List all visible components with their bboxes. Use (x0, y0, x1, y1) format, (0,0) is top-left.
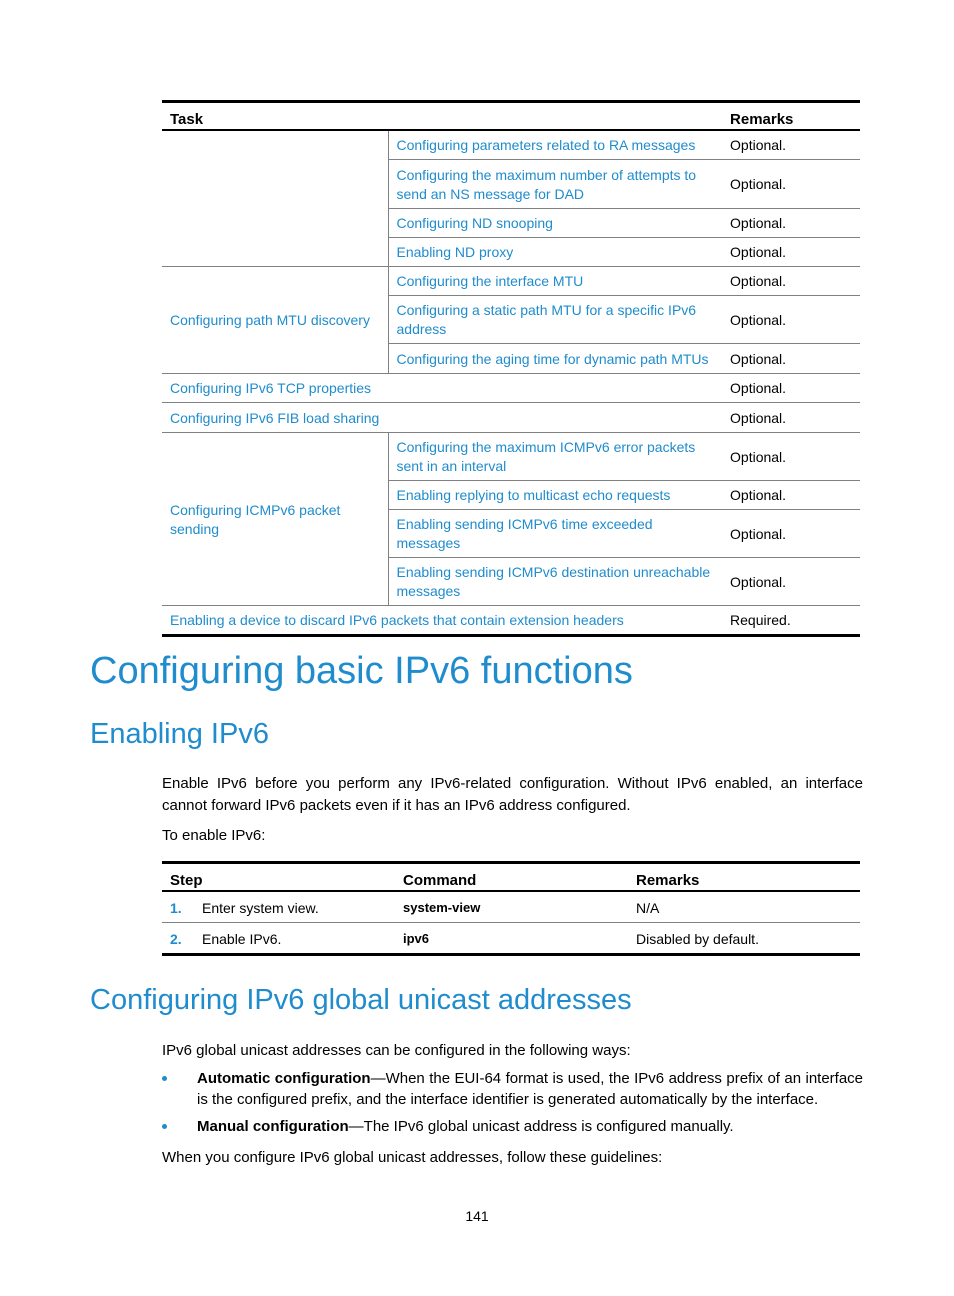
task-table (162, 100, 860, 637)
link-multicast-echo[interactable]: Enabling replying to multicast echo requests (396, 487, 671, 503)
task-column-header: Task (162, 102, 722, 131)
enabling-paragraph: Enable IPv6 before you perform any IPv6-related configuration. Without IPv6 enabled, an interface cannot forward IPv6 packets even if it has an IPv6 address configured. (162, 775, 863, 814)
step-number: 1. (170, 899, 182, 916)
section-heading-basic-ipv6: Configuring basic IPv6 functions (90, 650, 633, 692)
link-aging-time-path-mtu[interactable]: Configuring the aging time for dynamic path MTUs (396, 350, 709, 367)
remark: Optional. (722, 296, 860, 344)
link-nd-snooping[interactable]: Configuring ND snooping (396, 215, 553, 231)
step-table-header (162, 863, 860, 892)
section-heading-enabling-ipv6: Enabling IPv6 (90, 718, 269, 750)
remark: Optional. (722, 374, 860, 403)
command-text: system-view (403, 900, 481, 915)
table-row (162, 403, 860, 433)
page-number: 141 (465, 1208, 489, 1224)
step-number: 2. (170, 930, 182, 947)
bullet-term: Automatic configuration (197, 1070, 371, 1087)
remark: Required. (730, 612, 791, 628)
step-cell (162, 891, 395, 923)
remark: Optional. (722, 558, 860, 606)
link-static-path-mtu[interactable]: Configuring a static path MTU for a specific IPv6 address (396, 302, 697, 337)
remark: Disabled by default. (636, 930, 759, 947)
table-row (162, 374, 860, 403)
step-cell (162, 923, 395, 955)
remark: Optional. (722, 344, 860, 374)
link-fib-load-sharing[interactable]: Configuring IPv6 FIB load sharing (170, 409, 380, 426)
table-row (162, 923, 860, 955)
remark: Optional. (722, 238, 860, 267)
remark: Optional. (722, 209, 860, 238)
step-column-header: Step (162, 863, 395, 892)
remark: Optional. (722, 481, 860, 510)
link-ra-messages[interactable]: Configuring parameters related to RA messages (396, 137, 696, 153)
remark: Optional. (722, 433, 860, 481)
link-nd-proxy[interactable]: Enabling ND proxy (396, 244, 514, 260)
bullet-list (162, 1068, 863, 1143)
link-tcp-properties[interactable]: Configuring IPv6 TCP properties (170, 380, 372, 396)
remark: Optional. (722, 160, 860, 209)
remarks-column-header: Remarks (722, 102, 860, 131)
step-text: Enter system view. (202, 899, 319, 916)
enabling-intro: To enable IPv6: (162, 827, 266, 844)
table-row (162, 267, 860, 296)
command-column-header: Command (395, 863, 628, 892)
bullet-term: Manual configuration (197, 1118, 349, 1135)
bullet-text: —When the EUI-64 format is used, the IPv6 address prefix of an interface is the configured prefix, and the interface identifier is generated automatically by the interface. (197, 1070, 864, 1108)
remark: Optional. (722, 403, 860, 433)
nd-task-cell (162, 130, 388, 267)
list-item (162, 1068, 863, 1110)
table-row (162, 891, 860, 923)
table-row (162, 433, 860, 481)
link-ns-dad-attempts[interactable]: Configuring the maximum number of attempts to send an NS message for DAD (396, 166, 697, 202)
section-heading-global-unicast: Configuring IPv6 global unicast addresses (90, 984, 632, 1016)
task-table-header (162, 102, 860, 131)
link-icmpv6-error-packets[interactable]: Configuring the maximum ICMPv6 error packets sent in an interval (396, 439, 696, 474)
remark: Optional. (722, 130, 860, 160)
bullet-icon (162, 1124, 167, 1129)
bullet-text: —The IPv6 global unicast address is configured manually. (348, 1118, 734, 1135)
link-icmpv6-packet-sending[interactable]: Configuring ICMPv6 packet sending (170, 501, 341, 537)
step-table (162, 861, 860, 956)
link-time-exceeded[interactable]: Enabling sending ICMPv6 time exceeded messages (396, 516, 653, 551)
link-interface-mtu[interactable]: Configuring the interface MTU (396, 273, 584, 289)
global-intro: IPv6 global unicast addresses can be configured in the following ways: (162, 1042, 631, 1059)
link-path-mtu-discovery[interactable]: Configuring path MTU discovery (170, 312, 370, 328)
list-item (162, 1116, 863, 1137)
remark: N/A (628, 891, 860, 923)
command-text: ipv6 (403, 931, 430, 946)
remark: Optional. (722, 267, 860, 296)
link-destination-unreachable[interactable]: Enabling sending ICMPv6 destination unreachable messages (396, 564, 711, 599)
table-row (162, 130, 860, 160)
step-text: Enable IPv6. (202, 930, 282, 947)
table-row (162, 606, 860, 636)
remark: Optional. (722, 510, 860, 558)
remarks-column-header: Remarks (628, 863, 860, 892)
bullet-icon (162, 1076, 167, 1081)
global-outro: When you configure IPv6 global unicast addresses, follow these guidelines: (162, 1149, 663, 1166)
link-discard-extension-headers[interactable]: Enabling a device to discard IPv6 packets that contain extension headers (170, 612, 624, 628)
